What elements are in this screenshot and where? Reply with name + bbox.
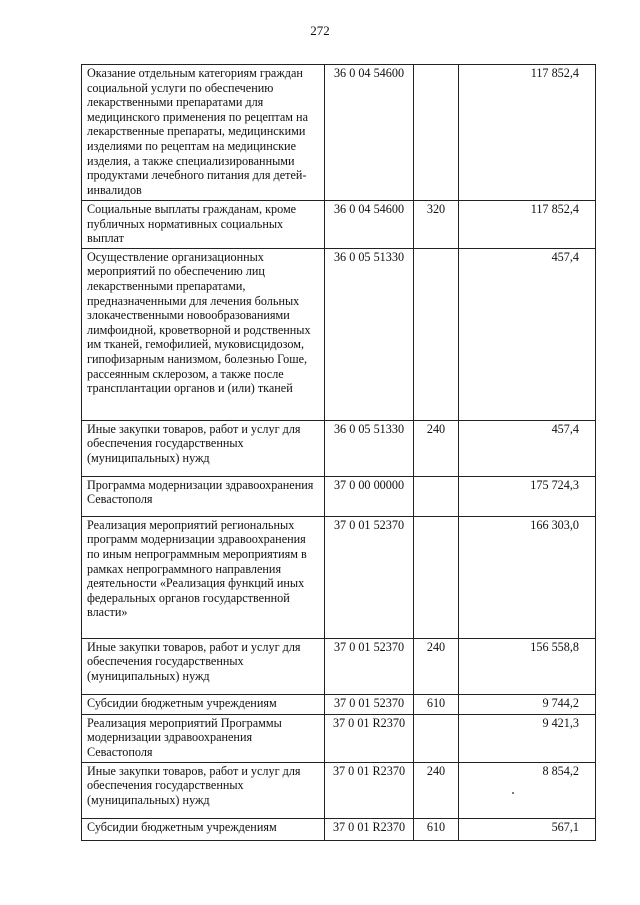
row-name: Осуществление организационных мероприятий по обеспечению лиц лекарственными препаратами, предназначенными для лечения больных злокачественными новообразованиями лимфоидной, кроветворной и родственных им тканей, гемофилией, муковисцидозом, гипофизарным нанизмом, болезнью Гоше, рассеянным склерозом, а также после трансплантации органов и (или) тканей — [82, 248, 325, 420]
table-row — [82, 248, 596, 420]
row-name: Оказание отдельным категориям граждан социальной услуги по обеспечению лекарственными препаратами для медицинского применения по рецептам на лекарственные препараты, медицинскими изделиями по рецептам на медицинские изделия, а также специализированными продуктами лечебного питания для детей-инвалидов — [82, 65, 325, 201]
table-row — [82, 516, 596, 638]
row-sum: 457,4 — [459, 420, 596, 476]
row-vr: 610 — [414, 818, 459, 840]
row-sum: 9 744,2 — [459, 694, 596, 714]
row-sum: 117 852,4 — [459, 201, 596, 249]
row-vr — [414, 476, 459, 516]
table-row — [82, 420, 596, 476]
table-row — [82, 476, 596, 516]
row-name: Реализация мероприятий региональных программ модернизации здравоохранения по иным непрограммным мероприятиям в рамках непрограммного направления деятельности «Реализация функций иных федеральных органов государственной власти» — [82, 516, 325, 638]
row-vr — [414, 248, 459, 420]
row-sum: 8 854,2 — [459, 762, 596, 818]
row-code: 37 0 01 R2370 — [325, 714, 414, 762]
row-name: Реализация мероприятий Программы модернизации здравоохранения Севастополя — [82, 714, 325, 762]
row-code: 37 0 01 52370 — [325, 694, 414, 714]
row-code: 36 0 04 54600 — [325, 65, 414, 201]
row-sum: 457,4 — [459, 248, 596, 420]
row-code: 37 0 01 R2370 — [325, 762, 414, 818]
row-name: Субсидии бюджетным учреждениям — [82, 818, 325, 840]
row-vr — [414, 516, 459, 638]
row-name: Иные закупки товаров, работ и услуг для обеспечения государственных (муниципальных) нужд — [82, 762, 325, 818]
table-row — [82, 638, 596, 694]
table-row — [82, 201, 596, 249]
row-sum: 9 421,3 — [459, 714, 596, 762]
table-row — [82, 65, 596, 201]
row-name: Социальные выплаты гражданам, кроме публичных нормативных социальных выплат — [82, 201, 325, 249]
row-name: Иные закупки товаров, работ и услуг для обеспечения государственных (муниципальных) нужд — [82, 638, 325, 694]
row-sum: 166 303,0 — [459, 516, 596, 638]
scan-speck — [512, 792, 514, 794]
table-row — [82, 714, 596, 762]
row-name: Субсидии бюджетным учреждениям — [82, 694, 325, 714]
row-sum: 175 724,3 — [459, 476, 596, 516]
row-name: Иные закупки товаров, работ и услуг для обеспечения государственных (муниципальных) нужд — [82, 420, 325, 476]
row-vr: 240 — [414, 638, 459, 694]
row-name: Программа модернизации здравоохранения Севастополя — [82, 476, 325, 516]
row-code: 36 0 05 51330 — [325, 248, 414, 420]
row-vr: 240 — [414, 762, 459, 818]
table-row — [82, 818, 596, 840]
row-code: 36 0 05 51330 — [325, 420, 414, 476]
row-code: 37 0 01 52370 — [325, 638, 414, 694]
row-sum: 567,1 — [459, 818, 596, 840]
row-sum: 117 852,4 — [459, 65, 596, 201]
row-vr: 610 — [414, 694, 459, 714]
page-number: 272 — [310, 23, 330, 38]
budget-table-body — [82, 65, 596, 841]
row-code: 37 0 01 R2370 — [325, 818, 414, 840]
row-vr — [414, 714, 459, 762]
row-code: 36 0 04 54600 — [325, 201, 414, 249]
budget-table — [81, 64, 596, 841]
row-vr — [414, 65, 459, 201]
table-row — [82, 762, 596, 818]
row-vr: 320 — [414, 201, 459, 249]
row-code: 37 0 00 00000 — [325, 476, 414, 516]
row-vr: 240 — [414, 420, 459, 476]
row-code: 37 0 01 52370 — [325, 516, 414, 638]
table-row — [82, 694, 596, 714]
row-sum: 156 558,8 — [459, 638, 596, 694]
